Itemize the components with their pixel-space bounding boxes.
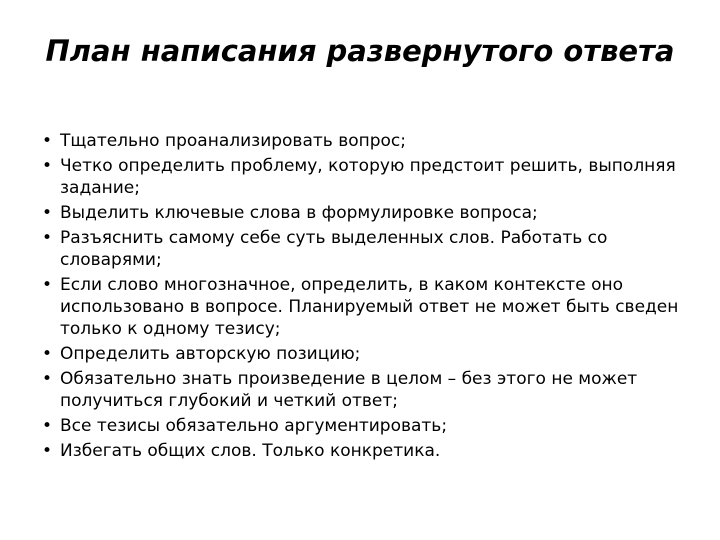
bullet-dot-icon: • bbox=[42, 156, 53, 176]
bullet-text: Избегать общих слов. Только конкретика. bbox=[60, 441, 441, 461]
bullet-item bbox=[40, 227, 690, 271]
bullet-text: Если слово многозначное, определить, в каком контексте оно использовано в вопросе. Планируемый ответ не может быть сведен только к одному тезису; bbox=[60, 275, 679, 339]
bullet-text: Обязательно знать произведение в целом – без этого не может получиться глубокий и четкий ответ; bbox=[60, 369, 638, 411]
bullet-dot-icon: • bbox=[42, 228, 53, 248]
bullet-text: Определить авторскую позицию; bbox=[60, 344, 361, 364]
bullet-item bbox=[40, 440, 690, 462]
bullet-dot-icon: • bbox=[42, 275, 53, 295]
bullet-list bbox=[40, 130, 690, 465]
bullet-item bbox=[40, 155, 690, 199]
bullet-item bbox=[40, 274, 690, 340]
bullet-dot-icon: • bbox=[42, 369, 53, 389]
bullet-text: Тщательно проанализировать вопрос; bbox=[60, 131, 406, 151]
bullet-text: Разъяснить самому себе суть выделенных слов. Работать со словарями; bbox=[60, 228, 608, 270]
bullet-dot-icon: • bbox=[42, 441, 53, 461]
bullet-text: Выделить ключевые слова в формулировке вопроса; bbox=[60, 203, 538, 223]
bullet-dot-icon: • bbox=[42, 344, 53, 364]
bullet-text: Четко определить проблему, которую предстоит решить, выполняя задание; bbox=[60, 156, 676, 198]
slide-title: План написания развернутого ответа bbox=[45, 34, 675, 68]
bullet-dot-icon: • bbox=[42, 416, 53, 436]
bullet-item bbox=[40, 415, 690, 437]
bullet-text: Все тезисы обязательно аргументировать; bbox=[60, 416, 448, 436]
bullet-item bbox=[40, 130, 690, 152]
bullet-dot-icon: • bbox=[42, 203, 53, 223]
bullet-item bbox=[40, 368, 690, 412]
bullet-item bbox=[40, 343, 690, 365]
bullet-item bbox=[40, 202, 690, 224]
bullet-dot-icon: • bbox=[42, 131, 53, 151]
